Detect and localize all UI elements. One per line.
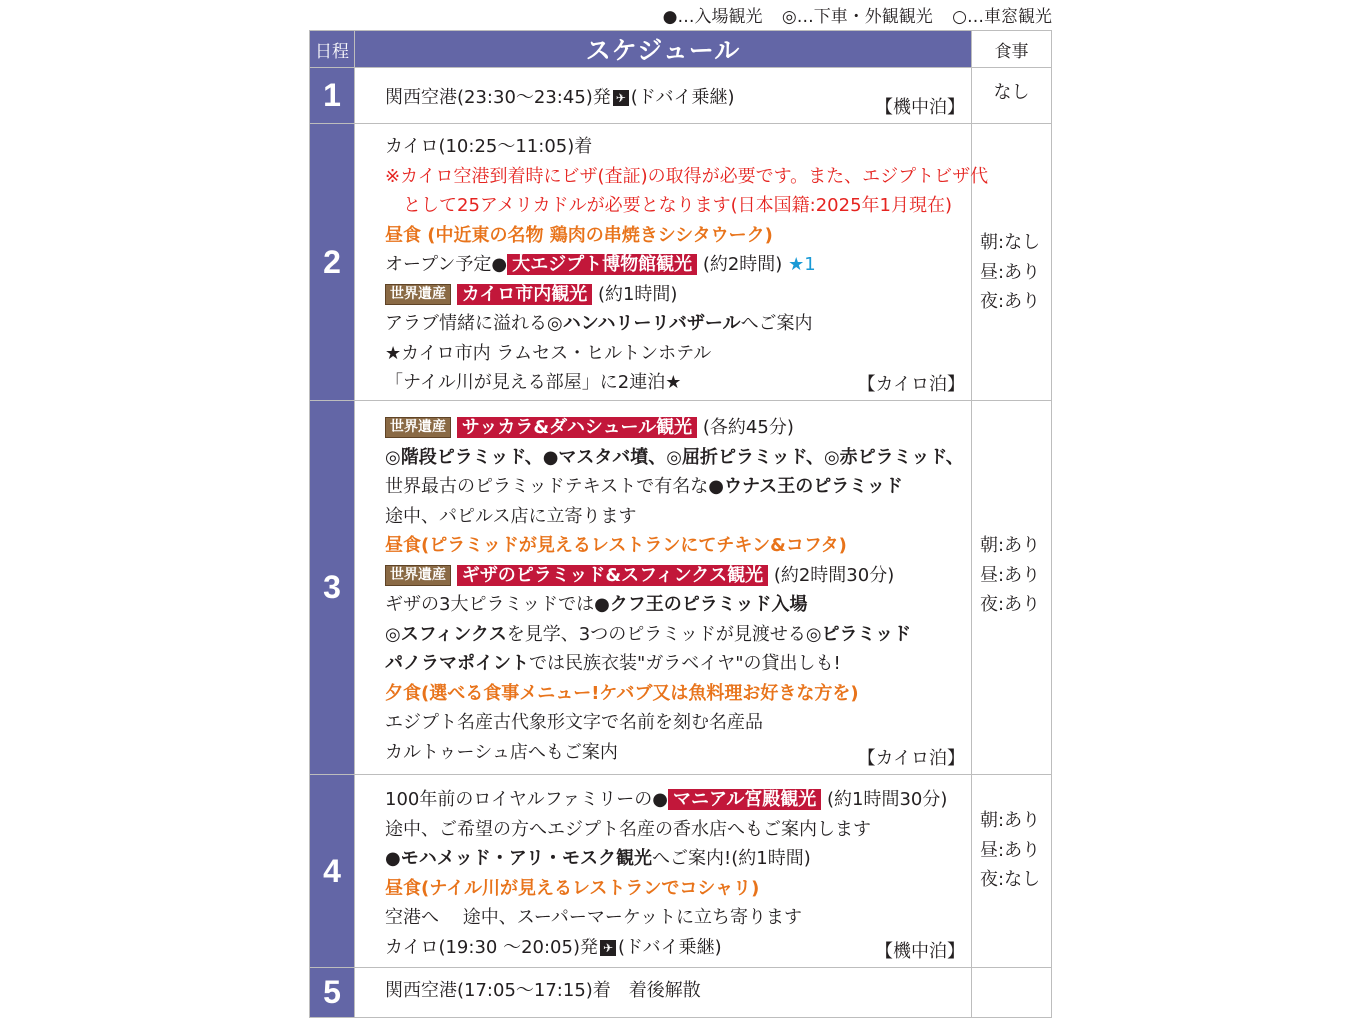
text-span: ギザの3大ピラミッドでは bbox=[385, 594, 595, 615]
meal-breakfast: 朝:あり bbox=[980, 810, 1041, 831]
day-schedule bbox=[355, 968, 972, 1018]
day-schedule bbox=[355, 775, 972, 968]
meal-dinner: 夜:あり bbox=[980, 594, 1041, 615]
day-row-4 bbox=[310, 775, 1052, 968]
meal-lunch: 昼:あり bbox=[980, 261, 1041, 283]
meal-breakfast: 朝:なし bbox=[980, 232, 1041, 253]
text-span: ハンハリーリバザール bbox=[562, 313, 741, 334]
text-span: 世界最古のピラミッドテキストで有名な bbox=[385, 476, 709, 497]
airplane-icon: ✈ bbox=[613, 90, 629, 106]
meal-cell bbox=[972, 775, 1052, 968]
day-number: 5 bbox=[310, 968, 355, 1018]
day-number: 3 bbox=[310, 401, 355, 775]
meal-cell bbox=[972, 968, 1052, 1018]
overnight-label: 【カイロ泊】 bbox=[857, 748, 965, 769]
text-span: (約2時間30分) bbox=[773, 564, 895, 586]
world-heritage-badge: 世界遺産 bbox=[385, 565, 451, 586]
sightseeing-tag: マニアル宮殿観光 bbox=[668, 789, 821, 810]
meal-dinner: 夜:なし bbox=[980, 869, 1041, 890]
legend-entry-window: ○…車窓観光 bbox=[952, 7, 1052, 27]
table-header bbox=[310, 31, 1052, 68]
text-span: ◎ bbox=[385, 623, 401, 645]
day-schedule bbox=[355, 124, 989, 401]
text-span: へご案内 bbox=[740, 313, 813, 334]
lunch-line: 昼食 (中近東の名物 鶏肉の串焼きシシタウーク) bbox=[385, 224, 773, 246]
text-span: ●クフ王のピラミッド入場 bbox=[594, 594, 808, 615]
arrival-line: 関西空港(17:05～17:15)着 着後解散 bbox=[385, 980, 701, 1001]
airplane-icon: ✈ bbox=[600, 940, 616, 956]
text-span: (各約45分) bbox=[702, 417, 794, 438]
text-span: (約2時間) bbox=[702, 254, 783, 275]
day-number: 4 bbox=[310, 775, 355, 968]
text-span: では民族衣装"ガラベイヤ"の貸出しも! bbox=[529, 653, 841, 674]
cartouche-line: カルトゥーシュ店へもご案内 bbox=[385, 741, 618, 763]
meal-breakfast: 朝:あり bbox=[980, 535, 1041, 556]
schedule-table bbox=[309, 30, 1052, 1018]
visa-notice: ※カイロ空港到着時にビザ(査証)の取得が必要です。また、エジプトビザ代 bbox=[385, 165, 989, 187]
meal-dinner: 夜:あり bbox=[980, 291, 1041, 312]
legend-entry-admission: ●…入場観光 bbox=[662, 7, 763, 27]
meal-cell bbox=[972, 401, 1052, 775]
overnight-label: 【機中泊】 bbox=[875, 97, 965, 118]
day-row-1 bbox=[310, 68, 1052, 124]
day-row-5 bbox=[310, 968, 1052, 1018]
header-day: 日程 bbox=[310, 31, 355, 68]
header-schedule: スケジュール bbox=[355, 31, 972, 68]
day-row-3 bbox=[310, 401, 1052, 775]
meal-lunch: 昼:あり bbox=[980, 564, 1041, 586]
text-span: (約1時間) bbox=[597, 283, 678, 305]
papyrus-line: 途中、パピルス店に立寄ります bbox=[385, 505, 637, 527]
text-span: アラブ情緒に溢れる◎ bbox=[385, 313, 563, 334]
text-span: オープン予定● bbox=[385, 254, 508, 275]
meal-cell bbox=[972, 68, 1052, 124]
meal-lunch: 昼:あり bbox=[980, 839, 1041, 861]
pyramid-list: ◎階段ピラミッド、●マスタバ墳、◎屈折ピラミッド、◎赤ピラミッド、 bbox=[385, 446, 964, 468]
header-meal: 食事 bbox=[972, 31, 1052, 68]
perfume-line: 途中、ご希望の方へエジプト名産の香水店へもご案内します bbox=[385, 818, 871, 840]
legend bbox=[600, 2, 1052, 27]
departure-text: 関西空港(23:30～23:45)発 bbox=[385, 87, 611, 108]
arrival-line: カイロ(10:25～11:05)着 bbox=[385, 136, 593, 157]
world-heritage-badge: 世界遺産 bbox=[385, 417, 451, 438]
departure-text: カイロ(19:30 ～20:05)発 bbox=[385, 936, 598, 958]
day-schedule bbox=[355, 68, 972, 124]
day-number: 1 bbox=[310, 68, 355, 124]
dinner-line: 夕食(選べる食事メニュー!ケバブ又は魚料理お好きな方を) bbox=[385, 682, 859, 704]
sightseeing-tag: カイロ市内観光 bbox=[457, 284, 592, 305]
text-span: (約1時間30分) bbox=[827, 789, 948, 810]
day-schedule bbox=[355, 401, 972, 775]
lunch-line: 昼食(ナイル川が見えるレストランでコシャリ) bbox=[385, 877, 760, 899]
meal-none: なし bbox=[993, 82, 1030, 103]
world-heritage-badge: 世界遺産 bbox=[385, 284, 451, 305]
sightseeing-tag: サッカラ&ダハシュール観光 bbox=[457, 417, 697, 438]
legend-entry-exterior: ◎…下車・外観観光 bbox=[781, 7, 933, 27]
text-span: パノラマポイント bbox=[385, 653, 529, 674]
overnight-label: 【カイロ泊】 bbox=[857, 374, 965, 395]
text-span: ●モハメッド・アリ・モスク観光 bbox=[385, 848, 652, 869]
text-span: ●ウナス王のピラミッド bbox=[708, 476, 903, 497]
hotel-room-line: 「ナイル川が見える部屋」に2連泊★ bbox=[385, 372, 682, 393]
hotel-line: ★カイロ市内 ラムセス・ヒルトンホテル bbox=[385, 342, 712, 364]
lunch-line: 昼食(ピラミッドが見えるレストランにてチキン&コフタ) bbox=[385, 535, 847, 556]
text-span: 100年前のロイヤルファミリーの● bbox=[385, 789, 668, 810]
airport-line: 空港へ 途中、スーパーマーケットに立ち寄ります bbox=[385, 907, 803, 928]
text-span: を見学、3つのピラミッドが見渡せる◎ bbox=[506, 623, 822, 645]
text-span: へご案内!(約1時間) bbox=[652, 848, 811, 869]
sightseeing-tag: ギザのピラミッド&スフィンクス観光 bbox=[457, 565, 768, 586]
transit-text: (ドバイ乗継) bbox=[617, 936, 722, 958]
souvenir-line: エジプト名産古代象形文字で名前を刻む名産品 bbox=[385, 712, 763, 733]
transit-text: (ドバイ乗継) bbox=[630, 87, 735, 108]
text-span: スフィンクス bbox=[400, 623, 507, 645]
day-row-2 bbox=[310, 124, 1052, 401]
overnight-label: 【機中泊】 bbox=[875, 941, 965, 962]
text-span: ピラミッド bbox=[821, 623, 912, 645]
sightseeing-tag: 大エジプト博物館観光 bbox=[507, 254, 697, 275]
visa-notice-cont: として25アメリカドルが必要となります(日本国籍:2025年1月現在) bbox=[403, 195, 953, 216]
footnote-star: ★1 bbox=[788, 254, 816, 275]
day-number: 2 bbox=[310, 124, 355, 401]
